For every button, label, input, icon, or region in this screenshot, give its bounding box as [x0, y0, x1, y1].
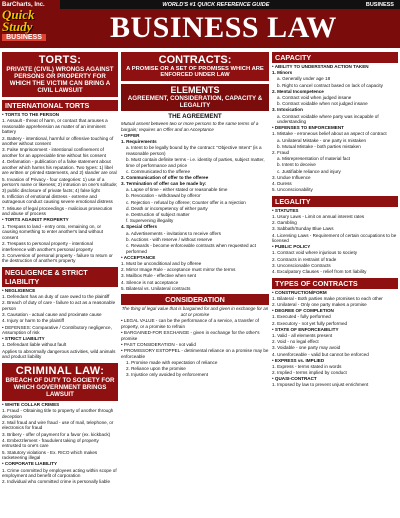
text-line: • EXPRESS vs. IMPLIED	[272, 357, 325, 363]
text-line: 1. Defendant has an duty of care owed to the plaintiff	[2, 294, 110, 300]
torts-subtitle: PRIVATE (CIVIL) WRONGS AGAINST PERSONS OR PROPERTY FOR WHICH THE VICTIM CAN BRING A CIVIL LAWSUIT	[6, 66, 114, 94]
types-of-contracts-heading: TYPES OF CONTRACTS	[272, 278, 398, 289]
text-line: 2. Mail fraud and wire fraud - use of mail, telephone, or electronics for fraud	[2, 419, 114, 431]
text-line: • STATUTES	[272, 207, 299, 213]
text-line: 3. Causation - actual cause and proximate cause	[2, 312, 102, 318]
text-line: • BARGAINED-FOR EXCHANGE - given in exchange for the other's promise	[121, 330, 260, 341]
text-line: a. Lapse of time - either stated or reasonable time	[126, 187, 228, 193]
text-line: • QUASI-CONTRACT	[272, 376, 317, 382]
text-line: 4. Defamation - publication of a false statement about another which harms his reputation. Two types: 1) libel are written or printed statements, and 2) slander are oral	[2, 159, 117, 176]
text-line: • CONSTRUCTION/FORM	[272, 289, 327, 295]
text-line: 1. Promise made with expectation of reliance	[126, 359, 218, 365]
text-line: 2. Battery - intentional, harmful or offensive touching of another without consent	[2, 135, 114, 147]
text-line: 2. Gambling	[272, 220, 297, 226]
text-line: • TORTS AGAINST PROPERTY	[2, 217, 69, 223]
text-line: c. Communicated to the offeree	[126, 168, 191, 174]
torts-banner	[2, 52, 118, 97]
text-line: 1. Must be unconditional and by offeree	[121, 260, 202, 266]
text-line: 1. Bilateral - Both parties make promises to each other	[272, 295, 383, 301]
text-line: c. Justifiable reliance and injury	[277, 168, 341, 174]
text-line: 2. Unilateral - Only one party makes a promise	[272, 302, 367, 307]
contracts-banner	[121, 52, 269, 81]
consideration-heading: CONSIDERATION	[121, 294, 269, 305]
text-line: • ACCEPTANCE	[121, 254, 156, 260]
text-line: 2. Mental Incompetence	[272, 88, 324, 94]
page-title: BUSINESS LAW	[110, 11, 337, 44]
text-line: 2. Executory - not yet fully performed	[272, 320, 348, 326]
text-line: b. Mutual Mistake - both parties mistaken	[277, 143, 361, 149]
text-line: 6. Infliction of emotional distress - extreme and outrageous conduct causing severe emotional distress	[2, 193, 113, 205]
text-line: 3. False Imprisonment - intentional confinement of another for an appreciable time without his consent	[2, 147, 106, 158]
text-line: 5. Statutory violations - Ex. RICO which makes racketeering illegal	[2, 449, 98, 461]
text-line: 3. Sabbath/Sunday Blue Laws	[272, 226, 334, 232]
text-line: • DEFENSES: Comparative / Contributory negligence, Assumption of risk	[2, 324, 112, 336]
capacity-heading: CAPACITY	[272, 52, 398, 63]
column-contracts	[121, 52, 269, 514]
text-line: • STATE OF ENFORCEABILITY	[272, 326, 339, 332]
text-line: 1. Defendant liable without fault	[2, 342, 67, 348]
text-line: b. Auctions - with reserve / without reserve	[126, 236, 213, 242]
text-line: b. Must contain definite terms - i.e. identity of parties, subject matter, time of performance and price	[126, 156, 265, 168]
international-torts-text	[2, 112, 118, 264]
contracts-subtitle: A PROMISE OR A SET OF PROMISES WHICH ARE ENFORCED UNDER LAW	[126, 66, 264, 78]
text-line: 1. Trespass to land - entry onto, remaining on, or causing something to enter another's land without consent	[2, 223, 103, 240]
text-line: 2. Trespass to personal property - intentional interference with another's personal property	[2, 241, 93, 252]
text-line: • LEGAL VALUE - can be the performance of a service, a transfer of property, or a promise to refrain	[121, 318, 259, 329]
international-torts-heading: INTERNATIONAL TORTS	[2, 100, 118, 111]
text-line: 1. Mistake - erroneous belief about an aspect of contract	[272, 131, 387, 137]
text-line: 5. Invasion of Privacy - four categories: 1) use of a person's name or likeness; 2) intrusion on one's solitude; 3) public disclosure of private facts; 4) false light	[2, 176, 118, 193]
agreement-text	[121, 121, 269, 291]
text-line: Applies to abnormally dangerous activities, wild animals and product liability	[2, 348, 116, 360]
text-line: 1. Contract void where injurious to society	[272, 250, 358, 256]
text-line: 1. Minors	[272, 70, 293, 76]
text-line: 4. Silence is not acceptance	[121, 279, 179, 285]
text-line: 7. Misuse of legal proceedings - malicious prosecution and abuse of process	[2, 205, 113, 217]
text-line: 1. Fraud - Obtaining title to property of another through deception	[2, 408, 114, 419]
text-line: b. Contract voidable when not judged insane	[277, 101, 368, 107]
quickstudy-logo	[2, 2, 60, 45]
text-line: 4. Licensing Laws - Requirement of certain occupations to be licensed	[272, 232, 397, 244]
text-line: 5. Unconscionability	[272, 187, 313, 193]
text-line: • CORPORATE LIABILITY	[2, 461, 58, 467]
tagline: WORLD'S #1 QUICK REFERENCE GUIDE	[162, 1, 270, 8]
criminal-law-banner	[2, 363, 118, 401]
text-line: a. Unilateral Mistake - one party is mistaken	[277, 137, 367, 143]
top-band	[60, 0, 400, 9]
criminal-law-text	[2, 402, 118, 485]
text-line: • STRICT LIABILITY	[2, 336, 45, 342]
text-line: • PROMISSORY ESTOPPEL - detrimental reliance on a promise may be enforceable	[121, 348, 269, 359]
text-line: 3. Voidable - one party may avoid	[272, 345, 341, 351]
elements-subtitle: AGREEMENT, CONSIDERATION, CAPACITY & LEGALITY	[127, 95, 263, 109]
text-line: • DEGREE OF COMPLETION	[272, 308, 334, 314]
text-line: 1. Express - terms stated in words	[272, 363, 342, 369]
text-line: • NEGLIGENCE	[2, 287, 36, 293]
contracts-title: CONTRACTS:	[158, 54, 232, 66]
criminal-law-title: CRIMINAL LAW:	[15, 364, 105, 377]
text-line: 1. Valid - all elements present	[272, 332, 333, 338]
torts-title: TORTS:	[38, 54, 82, 66]
text-line: 1. Assault - threat of harm, or contact that arouses a reasonable apprehension as matter of an imminent battery	[2, 118, 108, 135]
header-banner	[0, 0, 400, 48]
legality-text	[272, 208, 398, 275]
text-line: 4. Unenforceable - valid but cannot be enforced	[272, 351, 369, 357]
text-line: 3. Undue Influence	[272, 174, 311, 180]
text-line: 1. Crime committed by employees acting within scope of employment and benefit of corporation	[2, 467, 117, 479]
text-line: b. Intent to deceive	[277, 162, 316, 168]
types-of-contracts-text	[272, 290, 398, 388]
text-line: 3. Intoxication	[272, 107, 303, 113]
consideration-quote: The thing of legal value that is bargained for and given in exchange for an act or promise	[121, 306, 269, 317]
text-line: 2. Communication of offer to the offeree	[121, 174, 209, 180]
consideration-text	[121, 318, 269, 378]
agreement-heading: THE AGREEMENT	[168, 113, 222, 120]
text-line: 1. Requirements	[121, 138, 157, 144]
text-line: • PUBLIC POLICY	[272, 244, 311, 250]
text-line: a. Advertisements - invitations to receive offers	[126, 230, 221, 236]
text-line: c. Rejection - refusal by offeree; Counter offer is a rejection	[126, 199, 246, 205]
text-line: • DEFENSES TO ENFORCEMENT	[272, 125, 344, 131]
text-line: a. Generally under age 18	[277, 76, 331, 82]
negligence-heading: NEGLIGENCE & STRICT LIABILITY	[2, 267, 118, 287]
text-line: b. Revocation - withdrawal by offeror	[126, 193, 201, 199]
criminal-law-subtitle: BREACH OF DUTY TO SOCIETY FOR WHICH GOVERNMENT BRINGS LAWSUIT	[5, 376, 115, 398]
text-line: a. Intent to be legally bound by the contract: "Objective Intent" (is a reasonable person)	[126, 145, 262, 156]
text-line: 2. Individual who committed crime is personally liable	[2, 479, 111, 485]
text-line: • OFFER	[121, 132, 140, 138]
text-line: 3. Bribery - offer of payment for a favor (ex. kickback)	[2, 431, 111, 437]
text-line: 3. Conversion of personal property - failure to return or the destruction of another's property	[2, 252, 113, 264]
text-line: 3. Termination of offer can be made by:	[121, 181, 207, 187]
series-ref: BUSINESS	[365, 1, 394, 8]
column-capacity	[272, 52, 398, 514]
text-line: 3. Mailbox Rule - effective when sent	[121, 273, 196, 279]
text-line: 2. Fraud	[272, 150, 290, 156]
text-line: a. Contract voidable where party was incapable of understanding	[277, 113, 379, 125]
text-line: 3. Unconscionable Contracts	[272, 262, 331, 268]
text-line: Mutual assent between two or more persons to the same terms of a bargain; requires an Offer and an Acceptance	[121, 121, 259, 132]
text-line: • PAST CONSIDERATION - not valid	[121, 341, 196, 347]
text-line: 2. Contracts in restraint of trade	[272, 256, 337, 262]
text-line: 3. Injustice only avoided by enforcement	[126, 372, 208, 378]
text-line: 2. Reliance upon the promise	[126, 366, 186, 371]
text-line: 4. Duress	[272, 180, 292, 186]
text-line: a. Misrepresentation of material fact	[277, 156, 351, 162]
text-line: • WHITE COLLAR CRIMES	[2, 401, 60, 407]
brand-line1: Quick	[2, 7, 35, 22]
capacity-text	[272, 64, 398, 193]
legality-heading: LEGALITY	[272, 196, 398, 207]
text-line: 2. Mirror Image Rule - acceptance must mirror the terms	[121, 267, 236, 273]
text-line: 4. Exculpatory Clauses - relief from tort liability	[272, 269, 367, 275]
text-line: 1. Usury Laws - Limit on annual interest rates	[272, 213, 365, 219]
elements-heading	[121, 84, 269, 111]
text-line: 2. Void - no legal effect	[272, 339, 319, 345]
text-line: b. Right to cancel contract based on lack of capacity	[277, 82, 383, 88]
brand-line2: Study	[2, 19, 33, 34]
text-line: • ABILITY TO UNDERSTAND ACTION TAKEN	[272, 64, 369, 69]
elements-title: ELEMENTS	[170, 85, 220, 95]
column-torts	[2, 52, 118, 514]
text-line: 1. Executed - fully performed	[272, 314, 331, 320]
text-line: 2. Breach of duty of care - failure to act as a reasonable person	[2, 300, 116, 311]
text-line: f. Supervening illegality	[126, 218, 174, 224]
text-line: 5. Bilateral vs. Unilateral contracts	[121, 285, 191, 291]
text-line: e. Destruction of subject matter	[126, 212, 190, 218]
text-line: 4. Injury or harm to the plaintiff	[2, 318, 64, 324]
text-line: 1. Imposed by law to prevent unjust enrichment	[272, 382, 369, 388]
text-line: 4. Special Offers	[121, 224, 158, 230]
text-line: d. Death or incompetency of either party	[126, 205, 208, 211]
text-line: c. Rewards - become enforceable contracts when requested act performed	[126, 242, 256, 254]
text-line: 2. Implied - terms implied by conduct	[272, 370, 347, 376]
text-line: a. Contract void when judged insane	[277, 94, 352, 100]
publisher-name: BarCharts, Inc.	[2, 2, 45, 8]
negligence-text	[2, 288, 118, 360]
text-line: • TORTS TO THE PERSON	[2, 112, 60, 117]
text-line: 4. Embezzlement - fraudulent taking of property entrusted to one's care	[2, 437, 99, 449]
brand-tag: BUSINESS	[2, 34, 46, 41]
